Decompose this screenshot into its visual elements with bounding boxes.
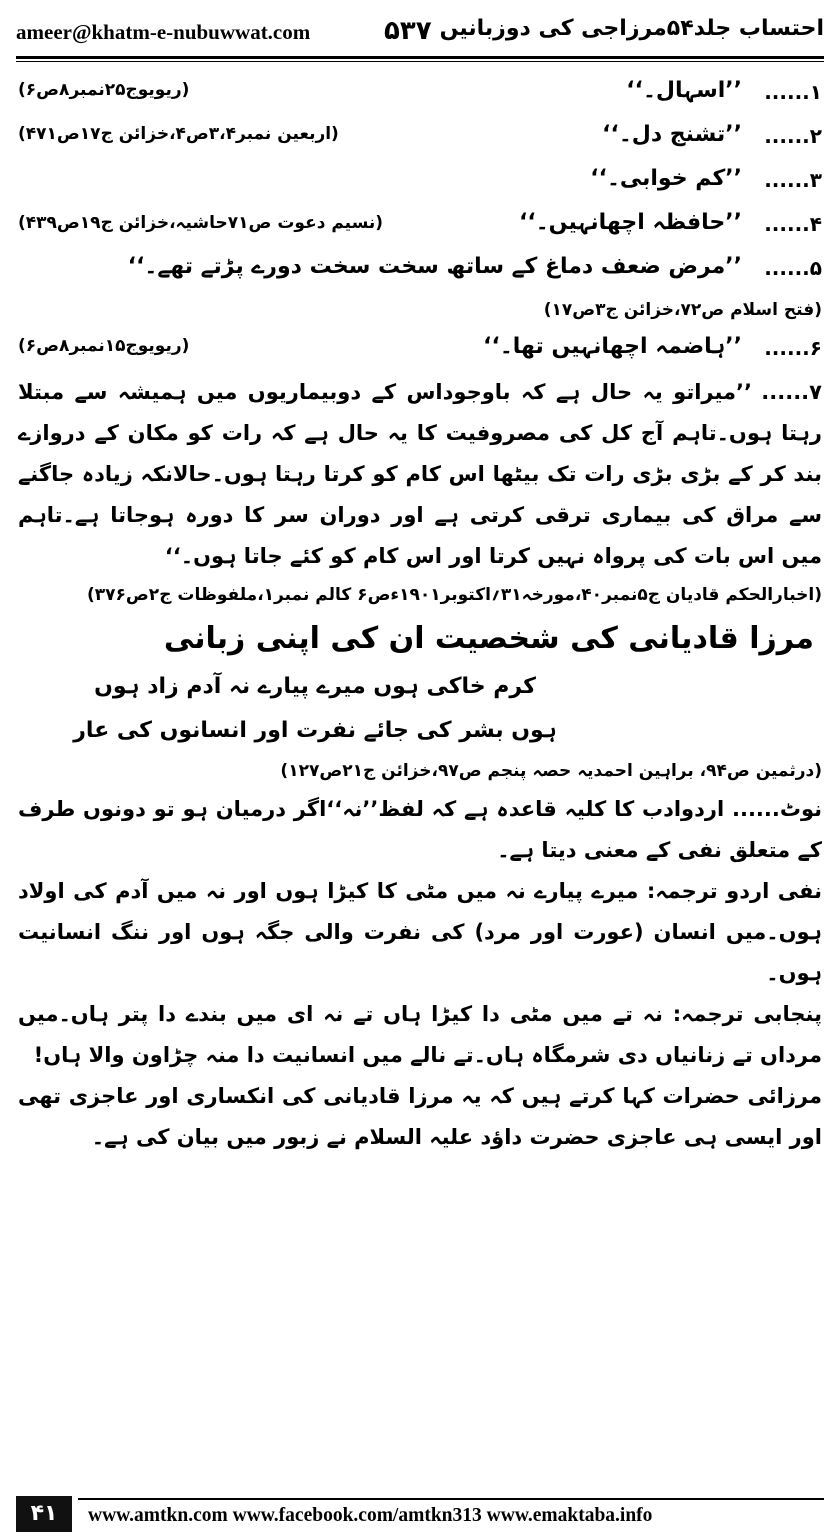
page-footer bbox=[16, 1496, 824, 1534]
item-number: ۲...... bbox=[764, 124, 822, 148]
reference-durr-e-sameen: (درثمین ص۹۴، براہین احمدیہ حصہ پنجم ص۹۷،خزائن ج۲۱ص۱۲۷) bbox=[280, 761, 822, 781]
urdu-translation-text: میرے پیارے نہ میں مٹی کا کیڑا ہوں اور نہ میں آدم کی اولاد ہوں۔میں انسان (عورت اور مرد) کی نفرت والی جگہ ہوں اور ننگ انسانیت ہوں۔ bbox=[18, 879, 822, 985]
section-heading: مرزا قادیانی کی شخصیت ان کی اپنی زبانی bbox=[163, 621, 814, 656]
item-reference: (اربعین نمبر۳،۴ص۴،خزائن ج۱۷ص۴۷۱) bbox=[18, 124, 339, 144]
item-reference: (نسیم دعوت ص۷۱حاشیہ،خزائن ج۱۹ص۴۳۹) bbox=[18, 213, 384, 233]
item-number: ۵...... bbox=[764, 256, 822, 280]
footer-links[interactable]: www.amtkn.com www.facebook.com/amtkn313 www.emaktaba.info bbox=[88, 1505, 653, 1526]
item-reference: (ریویوج۲۵نمبر۸ص۶) bbox=[18, 80, 190, 100]
header-rule-thick bbox=[16, 56, 824, 59]
header-email: ameer@khatm-e-nubuwwat.com bbox=[16, 20, 311, 44]
header-rule-thin bbox=[16, 61, 824, 62]
page-content bbox=[18, 72, 822, 1158]
reference-fath-islam: (فتح اسلام ص۷۲،خزائن ج۳ص۱۷) bbox=[543, 300, 822, 320]
item-number: ۴...... bbox=[764, 212, 822, 236]
header-page-number: ۵۳۷ bbox=[384, 16, 432, 46]
list-item bbox=[18, 248, 822, 292]
list-item bbox=[18, 328, 822, 372]
item-quote: ’’اسہال۔‘‘ bbox=[626, 78, 742, 103]
reference-al-hakam: (اخبارالحکم قادیان ج۵نمبر۴۰،مورخہ۳۱؍اکتوبر۱۹۰۱ءص۶ کالم نمبر۱،ملفوظات ج۲ص۳۷۶) bbox=[87, 585, 822, 605]
item-quote: ’’تشنج دل۔‘‘ bbox=[602, 122, 742, 147]
verse-line-1: کرم خاکی ہوں میرے پیارے نہ آدم زاد ہوں bbox=[94, 674, 536, 699]
urdu-translation-paragraph bbox=[18, 871, 822, 994]
item-text: ’’میراتو یہ حال ہے کہ باوجوداس کے دوبیماریوں میں ہمیشہ سے مبتلا رہتا ہوں۔تاہم آج کل کی مصروفیت کا یہ حال ہے کہ رات کو مکان کے دروازے بند کر کے بڑی بڑی رات تک بیٹھا اس کام کو کرتا رہتا ہوں۔حالانکہ زیادہ جاگنے سے مراق کی بیماری ترقی کرتی ہے اور دوران سر کا دورہ ہوجاتا ہے۔تاہم میں اس بات کی پرواہ نہیں کرتا اور اس کام کو کئے جاتا ہوں۔‘‘ bbox=[18, 380, 822, 568]
urdu-translation-label: نفی اردو ترجمہ: bbox=[646, 879, 823, 903]
punjabi-translation-text: نہ تے میں مٹی دا کیڑا ہاں تے نہ ای میں بندے دا پتر ہاں۔میں مرداں تے زنانیاں دی شرمگاہ ہاں۔تے نالے میں انسانیت دا منہ چڑاون والا ہاں! bbox=[18, 1002, 822, 1067]
item-number: ۱...... bbox=[764, 80, 822, 104]
footer-rule bbox=[78, 1498, 824, 1500]
list-item bbox=[18, 204, 822, 248]
header-book-title: احتساب جلد۵۴مرزاجی کی دوزبانیں bbox=[439, 16, 824, 41]
punjabi-translation-label: پنجابی ترجمہ: bbox=[672, 1002, 822, 1026]
note-label: نوٹ...... bbox=[731, 797, 823, 821]
item-quote: ’’ہاضمہ اچھانہیں تھا۔‘‘ bbox=[483, 334, 742, 359]
list-item bbox=[18, 116, 822, 160]
note-paragraph bbox=[18, 789, 822, 871]
item-quote: ’’حافظہ اچھانہیں۔‘‘ bbox=[519, 210, 742, 235]
item-reference: (ریویوج۱۵نمبر۸ص۶) bbox=[18, 336, 190, 356]
item-number: ۳...... bbox=[764, 168, 822, 192]
list-item bbox=[18, 72, 822, 116]
item-seven-paragraph bbox=[18, 372, 822, 577]
verse-line-2: ہوں بشر کی جائے نفرت اور انسانوں کی عار bbox=[73, 718, 557, 743]
item-number: ۶...... bbox=[764, 336, 822, 360]
closing-paragraph: مرزائی حضرات کہا کرتے ہیں کہ یہ مرزا قادیانی کی انکساری اور عاجزی تھی اور ایسی ہی عاجزی حضرت داؤد علیہ السلام نے زبور میں بیان کی ہے۔ bbox=[18, 1084, 822, 1149]
item-number: ۷...... bbox=[761, 380, 822, 404]
item-quote: ’’مرض ضعف دماغ کے ساتھ سخت سخت دورے پڑتے تھے۔‘‘ bbox=[127, 254, 742, 279]
footer-page-badge: ۴۱ bbox=[16, 1496, 72, 1532]
note-text: اردوادب کا کلیہ قاعدہ ہے کہ لفظ’’نہ‘‘اگر درمیان ہو تو دونوں طرف کے متعلق نفی کے معنی دیتا ہے۔ bbox=[18, 797, 822, 862]
punjabi-translation-paragraph bbox=[18, 994, 822, 1076]
list-item bbox=[18, 160, 822, 204]
item-quote: ’’کم خوابی۔‘‘ bbox=[590, 166, 742, 191]
page-header bbox=[16, 8, 824, 54]
